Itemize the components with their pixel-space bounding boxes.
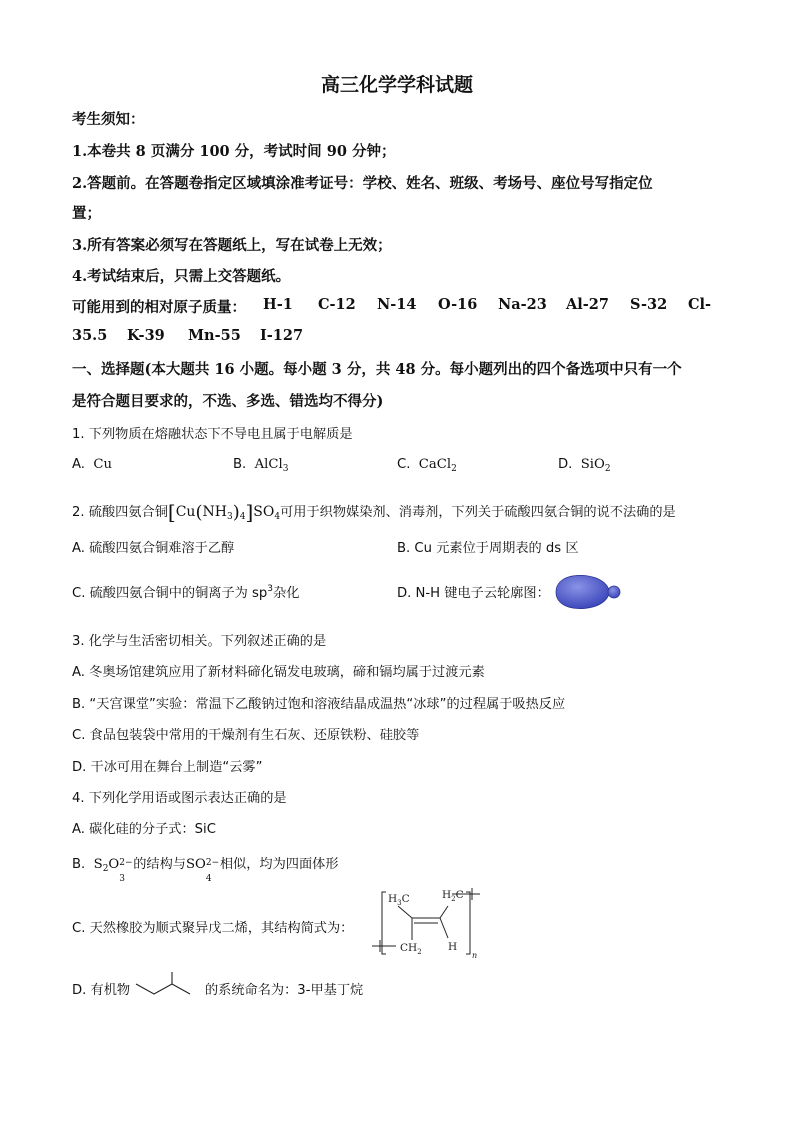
notice-item: 2.答题前。在答题卷指定区域填涂准考证号：学校、姓名、班级、考场号、座位号写指定位 bbox=[72, 175, 653, 192]
complex-formula: $[Cu(NH_3)_4]SO_4$ bbox=[167, 500, 281, 524]
h3c-label: $H_3C$ bbox=[388, 893, 410, 907]
q2-option-d: D. N-H 键电子云轮廓图： bbox=[397, 586, 550, 601]
atomic-mass-item: 35.5 bbox=[72, 327, 108, 344]
q1-option-c: C. CaCl$_2$ bbox=[397, 457, 457, 474]
q2-stem: 2. 硫酸四氨合铜$[Cu(NH_3)_4]SO_4$可用于织物媒染剂、消毒剂，下列关于硫酸四氨合铜的说不法确的是 bbox=[72, 500, 676, 524]
atomic-mass-item: K-39 bbox=[127, 327, 165, 344]
polyisoprene-structure bbox=[368, 884, 488, 964]
q4-option-b: B. $S_2O$ 3 2− 的结构与SO 4 2− 相似，均为四面体形 bbox=[72, 857, 339, 884]
atomic-mass-item: Cl- bbox=[688, 296, 712, 313]
q1-option-d: D. SiO$_2$ bbox=[558, 457, 611, 474]
q2-option-c: C. 硫酸四氨合铜中的铜离子为 $sp^3$杂化 bbox=[72, 584, 300, 601]
section-heading-cont: 是符合题目要求的，不选、多选、错选均不得分) bbox=[72, 393, 384, 410]
atomic-mass-item: H-1 bbox=[263, 296, 293, 313]
notice-item: 1.本卷共 8 页满分 100 分，考试时间 90 分钟； bbox=[72, 143, 396, 160]
h2c-label: $H_2C$ bbox=[442, 889, 464, 903]
q3-option-a: A. 冬奥场馆建筑应用了新材料碲化镉发电玻璃，碲和镉均属于过渡元素 bbox=[72, 665, 485, 680]
q4-option-d-post: 的系统命名为：3-甲基丁烷 bbox=[205, 983, 364, 998]
page-title: 高三化学学科试题 bbox=[320, 74, 473, 96]
q1-option-a: A. Cu bbox=[72, 457, 112, 472]
q1-stem: 1. 下列物质在熔融状态下不导电且属于电解质是 bbox=[72, 427, 353, 442]
n-label: n bbox=[472, 951, 478, 960]
q1-option-b: B. AlCl$_3$ bbox=[233, 457, 289, 474]
atomic-mass-item: I-127 bbox=[260, 327, 304, 344]
q2-option-a: A. 硫酸四氨合铜难溶于乙醇 bbox=[72, 541, 235, 556]
section-heading: 一、选择题(本大题共 16 小题。每小题 3 分，共 48 分。每小题列出的四个备选项中只有一个 bbox=[72, 361, 682, 378]
atomic-mass-row-1 bbox=[72, 296, 732, 318]
q4-option-c: C. 天然橡胶为顺式聚异戊二烯，其结构简式为： bbox=[72, 921, 354, 936]
notice-item: 置； bbox=[72, 205, 101, 222]
q3-option-b: B. “天宫课堂”实验：常温下乙酸钠过饱和溶液结晶成温热“冰球”的过程属于吸热反应 bbox=[72, 697, 566, 712]
q2-option-b: B. Cu 元素位于周期表的 ds 区 bbox=[397, 541, 579, 556]
notice-item: 4.考试结束后，只需上交答题纸。 bbox=[72, 268, 291, 285]
atomic-mass-item: C-12 bbox=[318, 296, 356, 313]
isopentane-skeletal-image bbox=[134, 970, 196, 1000]
ch2-label: $CH_2$ bbox=[400, 942, 422, 956]
h-label: H bbox=[448, 941, 458, 953]
q4-option-a: A. 碳化硅的分子式：SiC bbox=[72, 822, 216, 837]
electron-cloud-image bbox=[552, 570, 624, 614]
atomic-mass-row-2 bbox=[72, 327, 372, 349]
atomic-mass-item: S-32 bbox=[630, 296, 668, 313]
atomic-mass-item: N-14 bbox=[377, 296, 417, 313]
q4-option-d-pre: D. 有机物 bbox=[72, 983, 131, 998]
notice-item: 3.所有答案必须写在答题纸上，写在试卷上无效； bbox=[72, 237, 392, 254]
notice-heading: 考生须知： bbox=[72, 111, 145, 128]
atomic-mass-item: Na-23 bbox=[498, 296, 547, 313]
q3-stem: 3. 化学与生活密切相关。下列叙述正确的是 bbox=[72, 634, 327, 649]
atomic-mass-label: 可能用到的相对原子质量： bbox=[72, 299, 246, 316]
q4-stem: 4. 下列化学用语或图示表达正确的是 bbox=[72, 791, 287, 806]
q3-option-d: D. 干冰可用在舞台上制造“云雾” bbox=[72, 760, 263, 775]
atomic-mass-item: O-16 bbox=[438, 296, 478, 313]
atomic-mass-item: Al-27 bbox=[566, 296, 609, 313]
q3-option-c: C. 食品包装袋中常用的干燥剂有生石灰、还原铁粉、硅胶等 bbox=[72, 728, 420, 743]
atomic-mass-item: Mn-55 bbox=[188, 327, 241, 344]
